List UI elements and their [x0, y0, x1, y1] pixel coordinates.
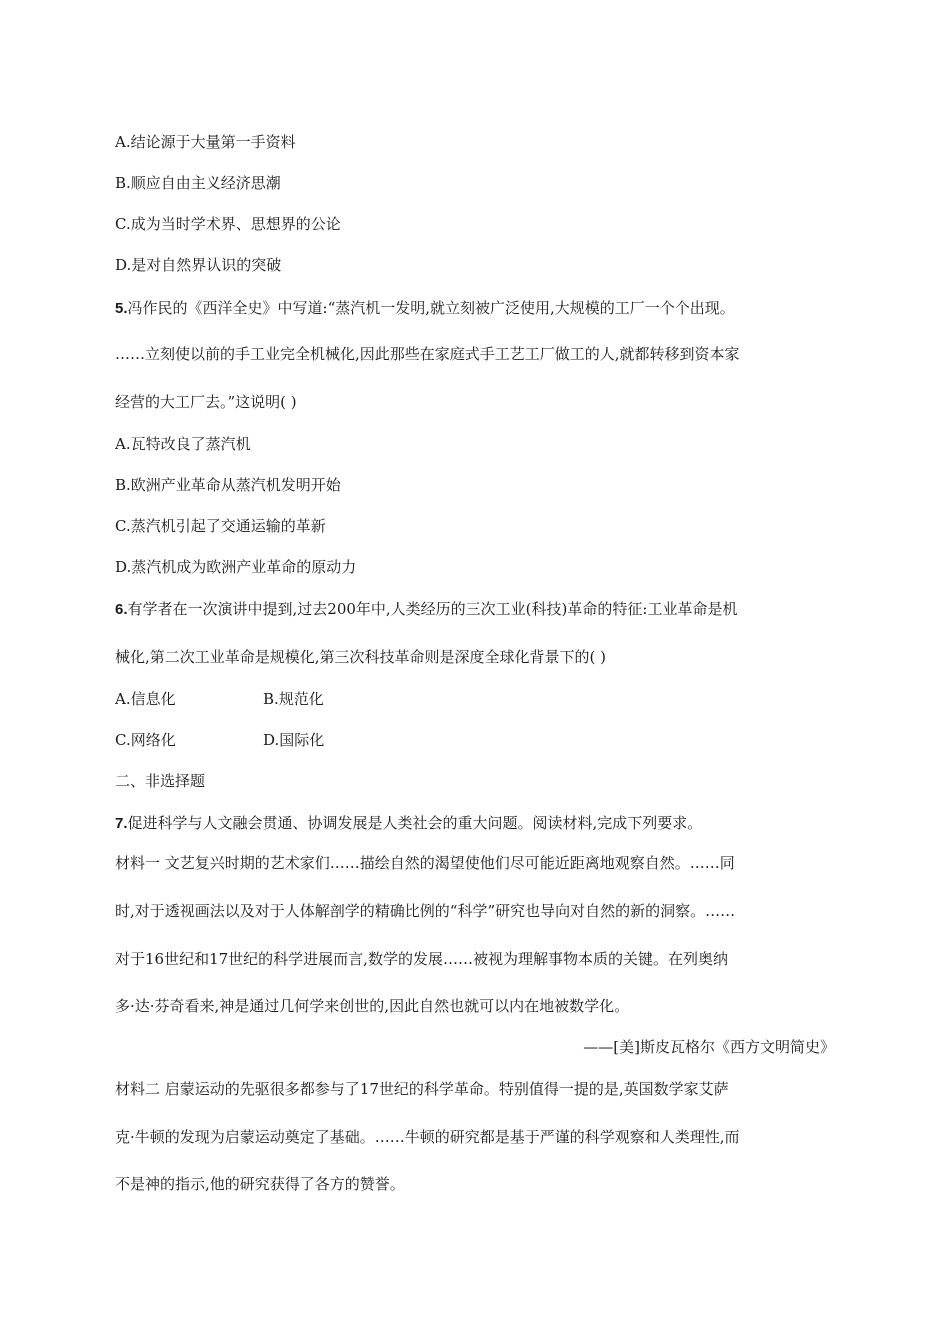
q4-option-b: B.顺应自由主义经济思潮: [115, 174, 281, 192]
q6-stem-line-1: 6.有学者在一次演讲中提到,过去200年中,人类经历的三次工业(科技)革命的特征:工业革命是机: [115, 600, 738, 618]
q6-options-row-2: [115, 730, 835, 750]
q7-material1-line-3: 对于16世纪和17世纪的科学进展而言,数学的发展……被视为理解事物本质的关键。在列奥纳: [115, 950, 728, 968]
q7-material1-source: ——[美]斯皮瓦格尔《西方文明简史》: [583, 1038, 835, 1056]
q5-stem-line-2: ……立刻使以前的手工业完全机械化,因此那些在家庭式手工艺工厂做工的人,就都转移到资本家: [115, 345, 740, 363]
q5-option-d: D.蒸汽机成为欧洲产业革命的原动力: [115, 558, 357, 576]
q5-option-c: C.蒸汽机引起了交通运输的革新: [115, 517, 326, 535]
q7-number: 7.: [115, 815, 128, 832]
q7-material2-line-2: 克·牛顿的发现为启蒙运动奠定了基础。……牛顿的研究都是基于严谨的科学观察和人类理性,而: [115, 1128, 740, 1146]
q4-option-c: C.成为当时学术界、思想界的公论: [115, 215, 341, 233]
q6-option-c: C.网络化: [115, 731, 176, 749]
q5-option-b: B.欧洲产业革命从蒸汽机发明开始: [115, 476, 341, 494]
q6-option-d: D.国际化: [263, 731, 325, 749]
q6-number: 6.: [115, 601, 128, 618]
q5-stem-line-3: 经营的大工厂去。”这说明( ): [115, 393, 297, 411]
q6-option-b: B.规范化: [263, 690, 324, 708]
q7-material1-line-2: 时,对于透视画法以及对于人体解剖学的精确比例的“科学”研究也导向对自然的新的洞察。……: [115, 902, 736, 920]
q6-option-a: A.信息化: [115, 690, 176, 708]
q4-option-a: A.结论源于大量第一手资料: [115, 133, 296, 151]
q5-number: 5.: [115, 300, 128, 317]
q6-stem-line-2: 械化,第二次工业革命是规模化,第三次科技革命则是深度全球化背景下的( ): [115, 648, 607, 666]
q7-material1-line-1: 材料一 文艺复兴时期的艺术家们……描绘自然的渴望使他们尽可能近距离地观察自然。……同: [115, 854, 735, 872]
q5-option-a: A.瓦特改良了蒸汽机: [115, 435, 251, 453]
q7-material2-line-3: 不是神的指示,他的研究获得了各方的赞誉。: [115, 1175, 405, 1193]
q7-intro: 7.促进科学与人文融会贯通、协调发展是人类社会的重大问题。阅读材料,完成下列要求。: [115, 814, 703, 832]
q7-material1-line-4: 多·达·芬奇看来,神是通过几何学来创世的,因此自然也就可以内在地被数学化。: [115, 997, 630, 1015]
q4-option-d: D.是对自然界认识的突破: [115, 256, 282, 274]
q7-material2-line-1: 材料二 启蒙运动的先驱很多都参与了17世纪的科学革命。特别值得一提的是,英国数学家艾萨: [115, 1080, 729, 1098]
q6-options-row-1: [115, 689, 835, 709]
section-title: 二、非选择题: [115, 772, 206, 790]
q5-stem-line-1: 5.冯作民的《西洋全史》中写道:“蒸汽机一发明,就立刻被广泛使用,大规模的工厂一个个出现。: [115, 299, 735, 317]
